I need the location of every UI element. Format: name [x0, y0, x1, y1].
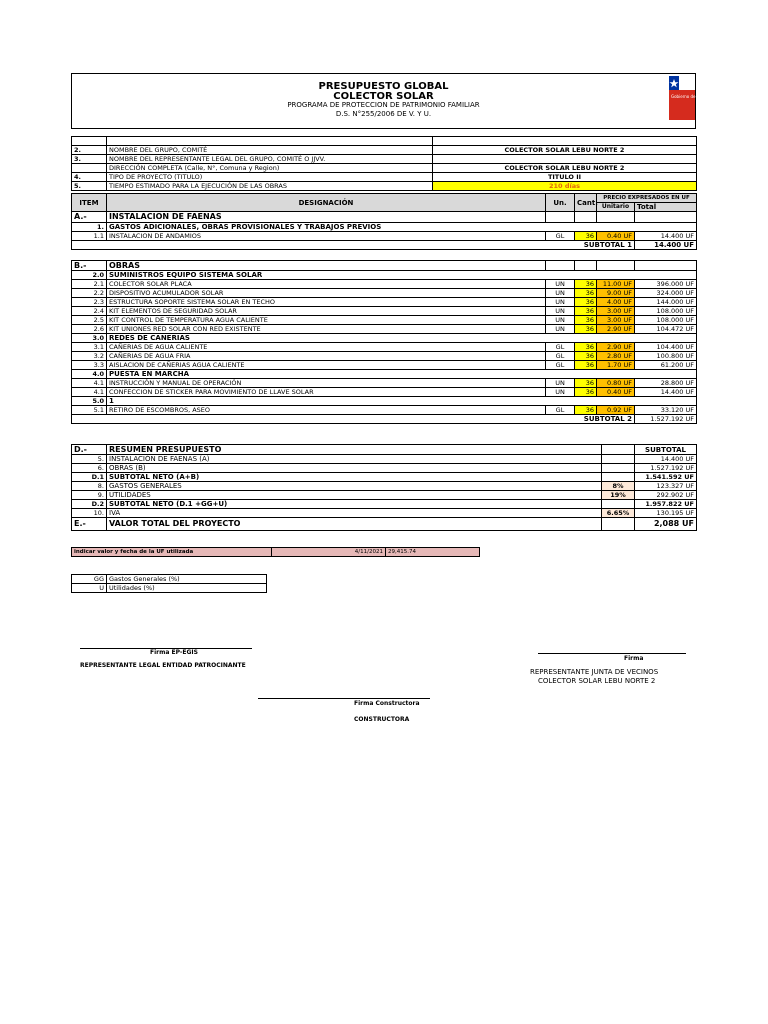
resumen-code: D.- [72, 445, 107, 455]
subtotal-row [72, 415, 697, 424]
resumen-value: 130.195 UF [635, 509, 697, 518]
group-title: REDES DE CAÑERIAS [107, 334, 697, 343]
cell [575, 261, 597, 271]
table-row [72, 361, 697, 370]
total-label: VALOR TOTAL DEL PROYECTO [107, 518, 602, 531]
total-value: 2,088 UF [635, 518, 697, 531]
cell [597, 212, 635, 223]
group-num: 3.0 [72, 334, 107, 343]
group-num: 4.0 [72, 370, 107, 379]
item-total: 104.472 UF [635, 325, 697, 334]
legend-code: GG [72, 575, 107, 584]
section-b-code: B.- [72, 261, 107, 271]
program-label: PROGRAMA DE PROTECCION DE PATRIMONIO FAMILIAR [287, 101, 480, 109]
signature-firma-right: Firma [624, 655, 644, 662]
signature-line-center [258, 698, 430, 699]
resumen-pct [602, 455, 635, 464]
item-total: 108.000 UF [635, 307, 697, 316]
item-total: 104.400 UF [635, 343, 697, 352]
resumen-pct: 19% [602, 491, 635, 500]
info-row [72, 164, 697, 173]
decree-label: D.S. N°255/2006 DE V. Y U. [335, 110, 432, 118]
table-row [72, 316, 697, 325]
item-num: 3.3 [72, 361, 107, 370]
resumen-row [72, 482, 697, 491]
resumen-pct [602, 473, 635, 482]
table-row [72, 406, 697, 415]
resumen-pct [602, 500, 635, 509]
item-unit-price: 0.92 UF [597, 406, 635, 415]
item-unit: GL [546, 352, 575, 361]
item-unit-price: 3.00 UF [597, 307, 635, 316]
group-header [72, 397, 697, 406]
info-value: 210 días [433, 182, 697, 191]
uf-date: 4/11/2021 [272, 548, 386, 557]
resumen-num: 6. [72, 464, 107, 473]
table-row [72, 352, 697, 361]
info-label: TIEMPO ESTIMADO PARA LA EJECUCIÓN DE LAS OBRAS [107, 182, 433, 191]
info-spacer-row [72, 137, 697, 146]
uf-label: indicar valor y fecha de la UF utilizada [72, 548, 272, 557]
resumen-desc: SUBTOTAL NETO (D.1 +GG+U) [107, 500, 602, 509]
section-b-header [72, 261, 697, 271]
resumen-pct: 8% [602, 482, 635, 491]
item-desc: CONFECCION DE STICKER PARA MOVIMIENTO DE LLAVE SOLAR [107, 388, 546, 397]
item-unit: GL [546, 343, 575, 352]
item-unit: UN [546, 280, 575, 289]
item-cant: 36 [575, 298, 597, 307]
item-unit-price: 2.80 UF [597, 352, 635, 361]
item-num: 4.1 [72, 388, 107, 397]
item-unit: UN [546, 289, 575, 298]
info-row [72, 155, 697, 164]
resumen-num: D.2 [72, 500, 107, 509]
resumen-row [72, 464, 697, 473]
item-desc: KIT CONTROL DE TEMPERATURA AGUA CALIENTE [107, 316, 546, 325]
legend-row [72, 584, 267, 593]
subtotal-1-label: SUBTOTAL 1 [72, 241, 635, 250]
item-cant: 36 [575, 352, 597, 361]
col-un: Un. [546, 194, 575, 212]
item-desc: INSTRUCCIÓN Y MANUAL DE OPERACIÓN [107, 379, 546, 388]
item-num: 2.4 [72, 307, 107, 316]
item-desc: KIT ELEMENTOS DE SEGURIDAD SOLAR [107, 307, 546, 316]
item-num: 2.6 [72, 325, 107, 334]
resumen-num: 9. [72, 491, 107, 500]
col-item: ITEM [72, 194, 107, 212]
item-cant: 36 [575, 325, 597, 334]
resumen-desc: SUBTOTAL NETO (A+B) [107, 473, 602, 482]
cell [433, 137, 697, 146]
group-num: 5.0 [72, 397, 107, 406]
signature-role-right: REPRESENTANTE JUNTA DE VECINOS [530, 668, 659, 676]
resumen-pct [602, 464, 635, 473]
info-value: COLECTOR SOLAR LEBU NORTE 2 [433, 146, 697, 155]
item-desc: AISLACION DE CAÑERIAS AGUA CALIENTE [107, 361, 546, 370]
item-cant: 36 [575, 406, 597, 415]
resumen-value: 1.957.822 UF [635, 500, 697, 509]
info-label: DIRECCIÓN COMPLETA (Calle, N°, Comuna y Region) [107, 164, 433, 173]
resumen-desc: UTILIDADES [107, 491, 602, 500]
item-num: 3.2 [72, 352, 107, 361]
table-row [72, 388, 697, 397]
signature-role-center: CONSTRUCTORA [354, 716, 410, 723]
resumen-title: RESUMEN PRESUPUESTO [107, 445, 602, 455]
item-total: 144.000 UF [635, 298, 697, 307]
col-cant: Cant. [575, 194, 597, 212]
resumen-value: 123.327 UF [635, 482, 697, 491]
info-row [72, 173, 697, 182]
group-num: 2.0 [72, 271, 107, 280]
legend-code: U [72, 584, 107, 593]
info-value: TITULO II [433, 173, 697, 182]
resumen-value: 14.400 UF [635, 455, 697, 464]
section-a-header [72, 212, 697, 223]
uf-value: 29,415.74 [386, 548, 480, 557]
resumen-num: 5. [72, 455, 107, 464]
item-total: 108.000 UF [635, 316, 697, 325]
item-total: 396.000 UF [635, 280, 697, 289]
group-title: PUESTA EN MARCHA [107, 370, 697, 379]
item-unit-price: 3.00 UF [597, 316, 635, 325]
item-num: 3.1 [72, 343, 107, 352]
item-total: 28.800 UF [635, 379, 697, 388]
col-designacion: DESIGNACIÓN [107, 194, 546, 212]
title-colector: COLECTOR SOLAR [333, 91, 434, 102]
resumen-value: 292.902 UF [635, 491, 697, 500]
resumen-row [72, 500, 697, 509]
cell [546, 261, 575, 271]
subtotal-2-value: 1.527.192 UF [635, 415, 697, 424]
item-total: 14.400 UF [635, 232, 697, 241]
item-cant: 36 [575, 316, 597, 325]
item-unit: UN [546, 316, 575, 325]
uf-row [71, 547, 480, 557]
resumen-header [72, 445, 697, 455]
item-num: 1.1 [72, 232, 107, 241]
item-unit-price: 2.90 UF [597, 343, 635, 352]
item-total: 14.400 UF [635, 388, 697, 397]
table-row [72, 298, 697, 307]
resumen-value: 1.527.192 UF [635, 464, 697, 473]
resumen-num: 8. [72, 482, 107, 491]
item-unit-price: 2.90 UF [597, 325, 635, 334]
section-a-subnum: 1. [72, 223, 107, 232]
cell [575, 212, 597, 223]
item-total: 61.200 UF [635, 361, 697, 370]
item-cant: 36 [575, 280, 597, 289]
resumen-row [72, 509, 697, 518]
logo-text: Gobierno de Chile [671, 94, 707, 99]
col-total: Total [635, 203, 697, 212]
info-row [72, 146, 697, 155]
item-num: 2.2 [72, 289, 107, 298]
item-num: 5.1 [72, 406, 107, 415]
resumen-table [71, 444, 697, 531]
table-row [72, 343, 697, 352]
col-precio: PRECIO EXPRESADOS EN UF [597, 194, 697, 203]
section-a-subtitle: GASTOS ADICIONALES, OBRAS PROVISIONALES Y TRABAJOS PREVIOS [107, 223, 697, 232]
cell [602, 445, 635, 455]
signature-firma-egis: Firma EP-EGIS [150, 649, 198, 656]
total-row [72, 518, 697, 531]
section-a-code: A.- [72, 212, 107, 223]
item-desc: ESTRUCTURA SOPORTE SISTEMA SOLAR EN TECHO [107, 298, 546, 307]
budget-header [71, 193, 697, 212]
item-unit: UN [546, 388, 575, 397]
info-num: 5. [72, 182, 107, 191]
info-num: 3. [72, 155, 107, 164]
group-title: SUMINISTROS EQUIPO SISTEMA SOLAR [107, 271, 697, 280]
info-value [433, 155, 697, 164]
section-a-subheader [72, 223, 697, 232]
info-num: 2. [72, 146, 107, 155]
resumen-desc: IVA [107, 509, 602, 518]
signature-firma-constructora: Firma Constructora [354, 700, 420, 707]
signature-line-right [538, 653, 686, 654]
item-desc: CAÑERIAS DE AGUA FRIA [107, 352, 546, 361]
table-row [72, 325, 697, 334]
section-a-title: INSTALACION DE FAENAS [107, 212, 546, 223]
item-desc: COLECTOR SOLAR PLACA [107, 280, 546, 289]
info-num [72, 164, 107, 173]
legend-table [71, 574, 267, 593]
item-num: 4.1 [72, 379, 107, 388]
resumen-pct: 6.65% [602, 509, 635, 518]
item-cant: 36 [575, 361, 597, 370]
item-desc: DISPOSITIVO ACUMULADOR SOLAR [107, 289, 546, 298]
table-row [72, 280, 697, 289]
group-title: 1 [107, 397, 697, 406]
legend-label: Utilidades (%) [107, 584, 267, 593]
item-unit: UN [546, 307, 575, 316]
cell [602, 518, 635, 531]
info-label: NOMBRE DEL REPRESENTANTE LEGAL DEL GRUPO, COMITÉ O JJVV. [107, 155, 433, 164]
item-unit-price: 9.00 UF [597, 289, 635, 298]
info-num: 4. [72, 173, 107, 182]
item-cant: 36 [575, 232, 597, 241]
subtotal-row [72, 241, 697, 250]
item-unit: UN [546, 298, 575, 307]
subtotal-2-label: SUBTOTAL 2 [72, 415, 635, 424]
item-cant: 36 [575, 289, 597, 298]
col-unitario: Unitario [597, 203, 635, 212]
item-total: 324.000 UF [635, 289, 697, 298]
group-header [72, 271, 697, 280]
item-total: 33.120 UF [635, 406, 697, 415]
item-unit-price: 0.80 UF [597, 379, 635, 388]
gobierno-de-chile-logo [669, 76, 707, 120]
item-cant: 36 [575, 343, 597, 352]
item-total: 100.800 UF [635, 352, 697, 361]
item-desc: CAÑERIAS DE AGUA CALIENTE [107, 343, 546, 352]
item-unit-price: 0.40 UF [597, 232, 635, 241]
total-code: E.- [72, 518, 107, 531]
table-row [72, 289, 697, 298]
table-row [72, 307, 697, 316]
cell [107, 137, 433, 146]
cell [597, 261, 635, 271]
group-header [72, 370, 697, 379]
section-a-table [71, 211, 697, 250]
item-unit: GL [546, 232, 575, 241]
resumen-num: D.1 [72, 473, 107, 482]
resumen-desc: GASTOS GENERALES [107, 482, 602, 491]
item-unit: UN [546, 379, 575, 388]
item-desc: RETIRO DE ESCOMBROS, ASEO [107, 406, 546, 415]
resumen-row [72, 455, 697, 464]
legend-row [72, 575, 267, 584]
item-unit-price: 0.40 UF [597, 388, 635, 397]
info-value: COLECTOR SOLAR LEBU NORTE 2 [433, 164, 697, 173]
resumen-row [72, 491, 697, 500]
resumen-desc: INSTALACIÓN DE FAENAS (A) [107, 455, 602, 464]
item-num: 2.5 [72, 316, 107, 325]
cell [635, 261, 697, 271]
resumen-desc: OBRAS (B) [107, 464, 602, 473]
cell [72, 137, 107, 146]
table-row [72, 379, 697, 388]
cell [546, 212, 575, 223]
item-num: 2.1 [72, 280, 107, 289]
item-cant: 36 [575, 388, 597, 397]
item-unit: UN [546, 325, 575, 334]
legend-label: Gastos Generales (%) [107, 575, 267, 584]
group-header [72, 334, 697, 343]
info-row [72, 182, 697, 191]
subtotal-1-value: 14.400 UF [635, 241, 697, 250]
item-unit-price: 1.70 UF [597, 361, 635, 370]
resumen-row [72, 473, 697, 482]
resumen-num: 10. [72, 509, 107, 518]
info-table [71, 136, 697, 191]
info-label: NOMBRE DEL GRUPO, COMITÉ [107, 146, 433, 155]
section-b-table [71, 260, 697, 424]
resumen-value: 1.541.592 UF [635, 473, 697, 482]
item-cant: 36 [575, 307, 597, 316]
cell [635, 212, 697, 223]
item-cant: 36 [575, 379, 597, 388]
item-unit-price: 11.00 UF [597, 280, 635, 289]
title-presupuesto: PRESUPUESTO GLOBAL [318, 81, 449, 92]
table-row [72, 232, 697, 241]
item-desc: KIT UNIONES RED SOLAR CON RED EXISTENTE [107, 325, 546, 334]
item-unit: GL [546, 361, 575, 370]
signature-name-right: COLECTOR SOLAR LEBU NORTE 2 [538, 677, 656, 685]
signature-role-left: REPRESENTANTE LEGAL ENTIDAD PATROCINANTE [80, 662, 246, 669]
item-unit-price: 4.00 UF [597, 298, 635, 307]
item-unit: GL [546, 406, 575, 415]
item-desc: INSTALACION DE ANDAMIOS [107, 232, 546, 241]
resumen-subtotal-header: SUBTOTAL [635, 445, 697, 455]
item-num: 2.3 [72, 298, 107, 307]
section-b-title: OBRAS [107, 261, 546, 271]
info-label: TIPO DE PROYECTO (TITULO) [107, 173, 433, 182]
